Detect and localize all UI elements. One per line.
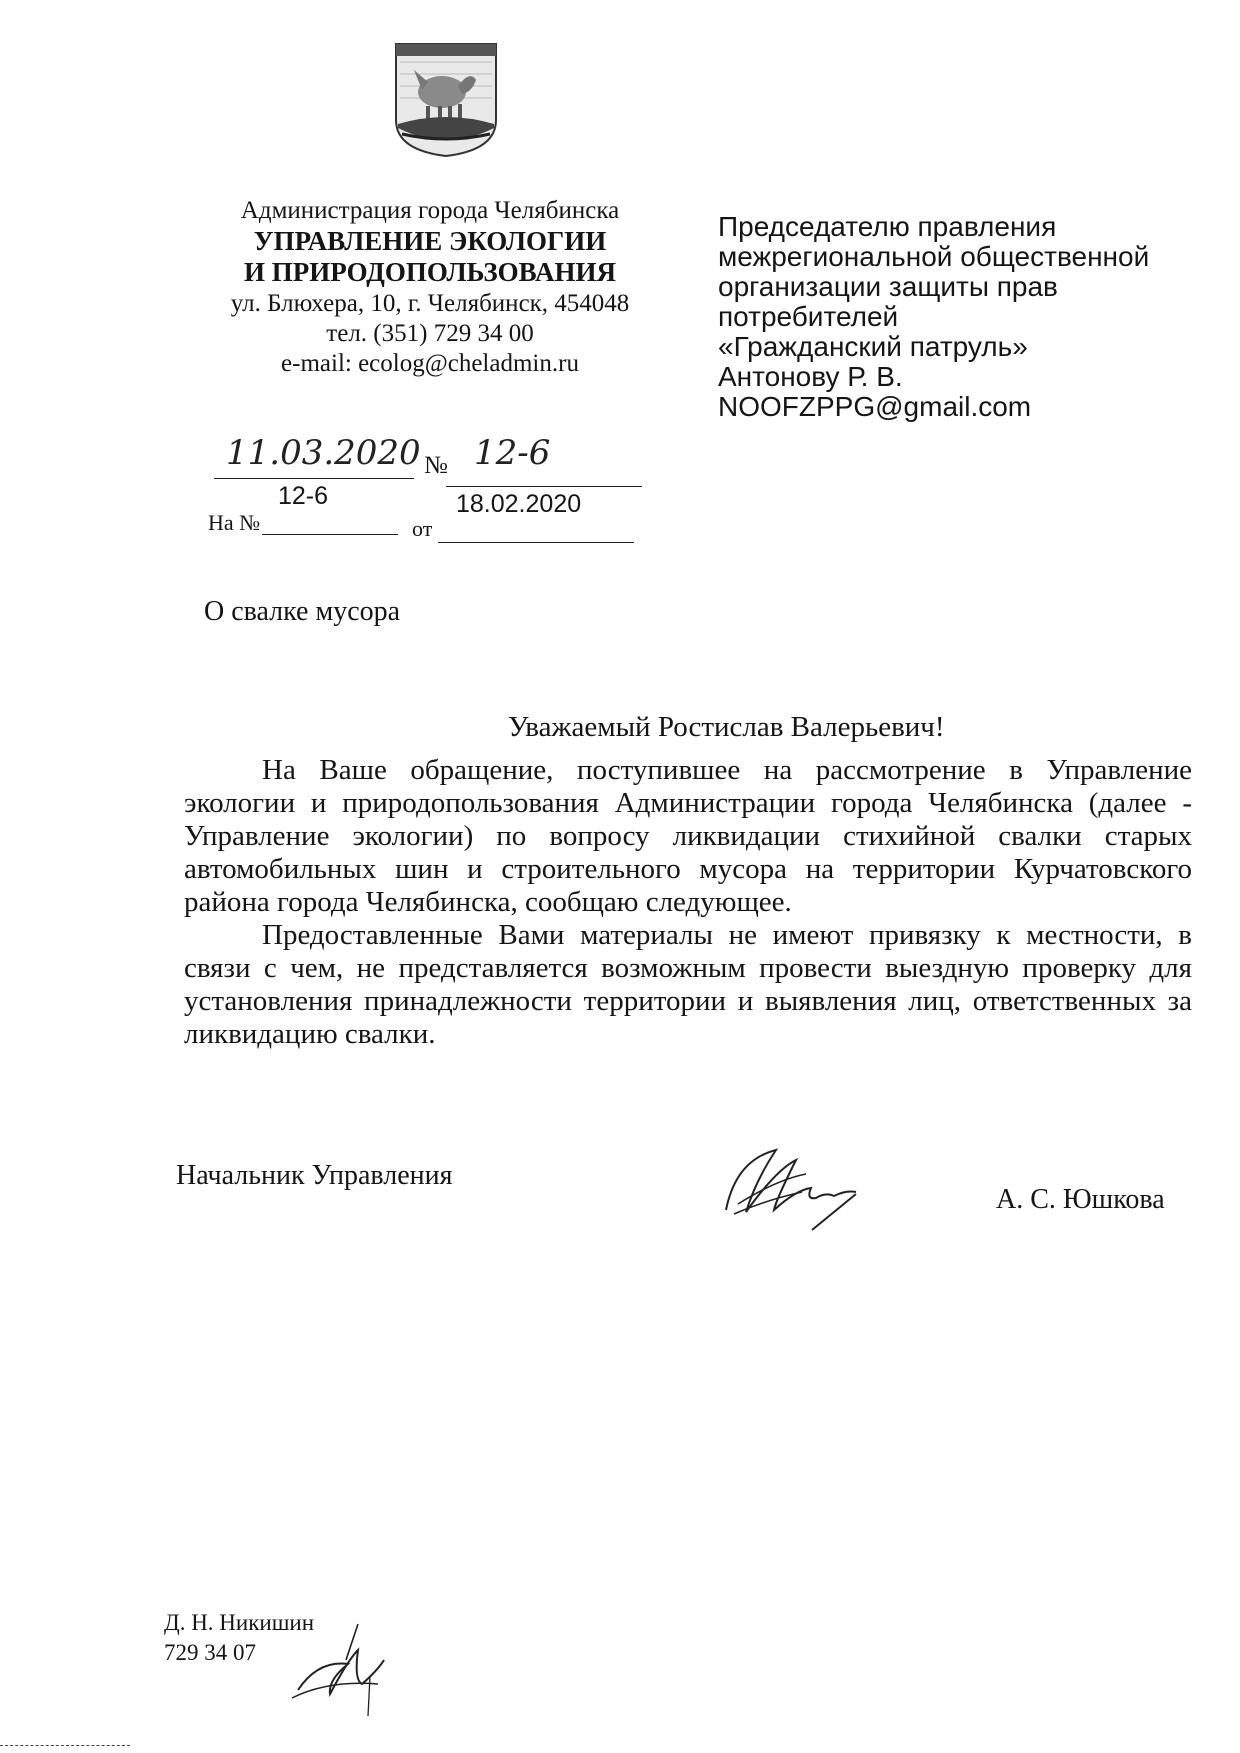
issuer-department-line2: И ПРИРОДОПОЛЬЗОВАНИЯ — [244, 257, 616, 287]
date-underline — [214, 478, 414, 479]
typed-reference-number: 12-6 — [278, 482, 329, 510]
letter-subject: О свалке мусора — [204, 596, 401, 627]
registration-number-handwritten: 12-6 — [474, 433, 551, 473]
body-paragraph: На Ваше обращение, поступившее на рассмотрение в Управление экологии и природопользования Администрации города Челябинска (далее - Управление экологии) по вопросу ликвидации стихийной свалки старых автомобильных шин и строительного мусора на территории Курчатовского района города Челябинска, сообщаю следующее. — [184, 754, 1192, 918]
recipient-line: организации защиты прав — [718, 271, 1058, 302]
issuer-department-line1: УПРАВЛЕНИЕ ЭКОЛОГИИ — [253, 226, 607, 256]
body-paragraph: Предоставленные Вами материалы не имеют привязку к местности, в связи с чем, не представляется возможным провести выездную проверку для установления принадлежности территории и выявления лиц, ответственных за ликвидацию свалки. — [184, 919, 1192, 1050]
recipient-block — [718, 212, 1178, 422]
handwritten-initials-icon — [288, 1620, 398, 1720]
recipient-line: потребителей — [718, 301, 899, 332]
reference-date-label: от — [412, 516, 433, 541]
number-underline — [446, 486, 642, 487]
issuer-block — [200, 196, 660, 379]
recipient-line: межрегиональной общественной — [718, 241, 1150, 272]
executor-name: Д. Н. Никишин — [164, 1610, 315, 1635]
salutation: Уважаемый Ростислав Валерьевич! — [508, 711, 945, 743]
issuer-administration: Администрация города Челябинска — [240, 197, 620, 224]
executor-phone: 729 34 07 — [164, 1640, 256, 1665]
coat-of-arms-icon — [392, 40, 500, 158]
footer-dash-line — [0, 1745, 130, 1746]
signatory-position: Начальник Управления — [176, 1160, 453, 1191]
recipient-line: Антонову Р. В. — [718, 361, 903, 392]
recipient-email: NOOFZPPG@gmail.com — [718, 391, 1032, 422]
handwritten-signature-icon — [716, 1140, 876, 1240]
signatory-name: А. С. Юшкова — [996, 1184, 1165, 1215]
recipient-line: «Гражданский патруль» — [718, 331, 1028, 362]
issuer-phone: тел. (351) 729 34 00 — [326, 320, 534, 347]
reference-number-underline — [262, 534, 398, 535]
reference-date-underline — [438, 542, 634, 543]
number-label: № — [424, 452, 448, 479]
letter-body — [184, 754, 1192, 1051]
issuer-email: e-mail: ecolog@cheladmin.ru — [281, 350, 579, 377]
issuer-address: ул. Блюхера, 10, г. Челябинск, 454048 — [230, 290, 630, 317]
reference-number-label: На № — [208, 510, 261, 535]
recipient-line: Председателю правления — [718, 211, 1057, 242]
registration-date-handwritten: 11.03.2020 — [226, 433, 421, 473]
typed-reference-date: 18.02.2020 — [456, 490, 582, 518]
